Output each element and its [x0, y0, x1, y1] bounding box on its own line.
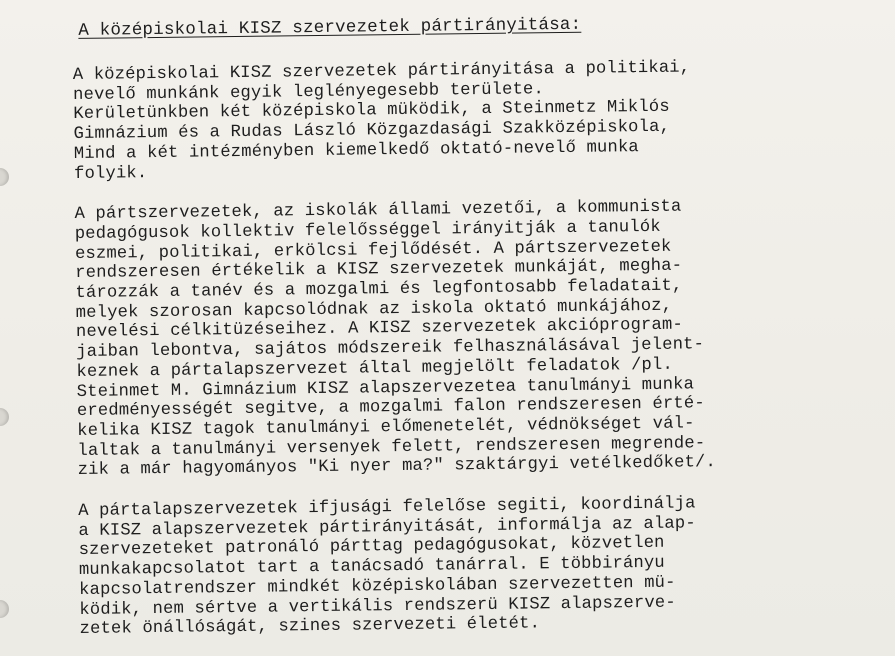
text-line: Gimnázium és a Rudas László Közgazdasági Szakközépiskola, — [73, 117, 671, 145]
text-line: Kerületünkben két középiskola müködik, a Steinmetz Miklós — [73, 98, 670, 125]
text-line: keznek a pártalapszervezet által megjelölt feladatok /pl. — [76, 355, 674, 382]
text-line: A pártalapszervezetek ifjusági felelőse segiti, koordinálja — [78, 494, 696, 522]
text-line: nevelő munkánk egyik leglényegesebb területe. — [72, 79, 545, 105]
punch-hole — [0, 408, 9, 426]
text-line: melyek szorosan kapcsolódnak az iskola oktató munkájához, — [75, 296, 673, 323]
text-line: A középiskolai KISZ szervezetek pártirányitása a politikai, — [72, 58, 691, 85]
text-line: folyik. — [73, 163, 148, 184]
text-line: A pártszervezetek, az iskolák állami vezetői, a kommunista — [74, 197, 682, 225]
text-line: zetek önállóságát, szines szervezeti életét. — [79, 614, 541, 640]
text-line: nevelési célkitüzéseihez. A KISZ szervezetek akcióprogram- — [75, 315, 684, 343]
text-line: laltak a tanulmányi versenyek felett, rendszeresen megrende- — [77, 433, 706, 461]
punch-hole — [0, 168, 9, 186]
text-line: eszmei, politikai, erkölcsi fejlődését. A pártszervezetek — [74, 237, 672, 264]
text-line: tározzák a tanév és a mozgalmi és legfontosabb feladatait, — [75, 276, 683, 304]
paragraph-2 — [74, 195, 895, 481]
paragraph-1 — [73, 56, 894, 184]
punch-hole — [0, 600, 9, 618]
text-line: rendszeresen értékelik a KISZ szervezetek munkáját, megha- — [75, 256, 683, 284]
text-line: munkakapcsolatot tart a tanácsadó tanárral. E többirányu — [78, 553, 665, 581]
text-line: kapcsolatrendszer mindkét középiskolában szervezetten mü- — [79, 573, 676, 600]
text-line: Mind a két intézményben kiemelkedő oktató-nevelő munka — [73, 137, 639, 164]
typewritten-text — [72, 0, 895, 640]
text-line: eredményességét segitve, a mozgalmi falon rendszeresen érté- — [76, 394, 705, 422]
text-line: ködik, nem sértve a vertikális rendszerü KISZ alapszerve- — [79, 593, 676, 620]
document-title: A középiskolai KISZ szervezetek pártirányitása: — [78, 14, 582, 41]
text-line: jaiban lebontva, sajátos módszereik felhasználásával jelent- — [76, 335, 705, 363]
paragraph-3 — [78, 492, 895, 640]
text-line: a KISZ alapszervezetek pártirányitását, informálja az alap- — [78, 514, 696, 541]
text-line: pedagógusok kollektiv felelősséggel irányitják a tanulók — [74, 217, 661, 244]
text-line: szervezeteket patronáló párttag pedagógusokat, közvetlen — [78, 534, 665, 561]
text-line: zik a már hagyományos "Ki nyer ma?" szaktárgyi vetélkedőket/. — [77, 453, 717, 481]
text-line: Steinmet M. Gimnázium KISZ alapszervezetea tanulmányi munka — [76, 374, 695, 402]
text-line: kelika KISZ tagok tanulmányi előmenetelét, védnökséget vál- — [77, 414, 695, 441]
